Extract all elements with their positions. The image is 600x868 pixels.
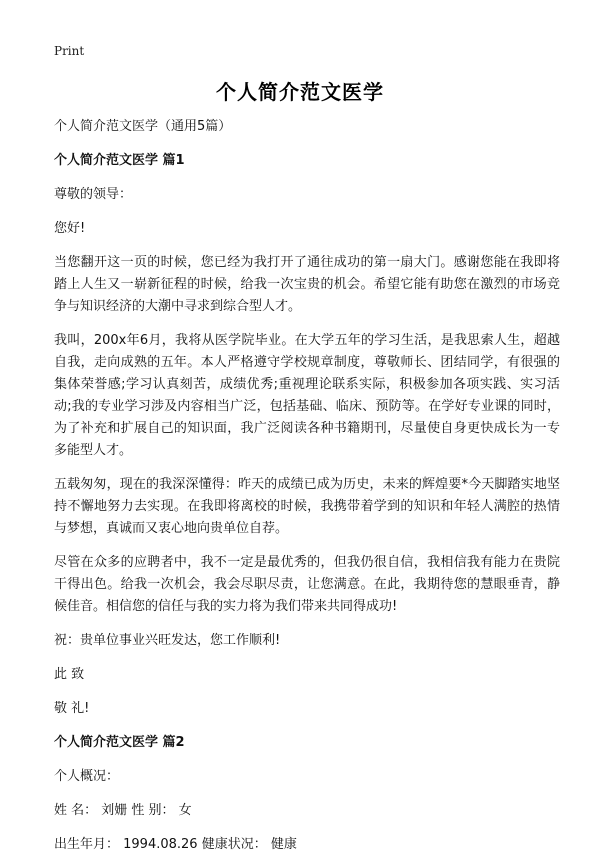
greeting: 您好! [54, 221, 86, 236]
salutation: 尊敬的领导： [54, 187, 133, 202]
paragraph-4: 尽管在众多的应聘者中，我不一定是最优秀的，但我仍很自信，我相信我有能力在贵院干得出色。给我一次机会，我会尽职尽责，让您满意。在此，我期待您的慧眼垂青，静候佳音。相信您的信任与我的实力将为我们带来共同得成功! [54, 555, 560, 614]
document-subtitle: 个人简介范文医学（通用5篇） [54, 119, 232, 134]
section-heading-2: 个人简介范文医学 篇2 [54, 735, 185, 750]
page-title: 个人简介范文医学 [216, 80, 384, 104]
overview-label: 个人概况： [54, 769, 120, 784]
paragraph-3: 五载匆匆，现在的我深深懂得：昨天的成绩已成为历史，未来的辉煌要*今天脚踏实地坚持不懈地努力去实现。在我即将离校的时候，我携带着学到的知识和年轻人满腔的热情与梦想，真诚而又衷心地向贵单位自荐。 [54, 477, 560, 536]
paragraph-2: 我叫，200x年6月，我将从医学院毕业。在大学五年的学习生活，是我思索人生，超越自我，走向成熟的五年。本人严格遵守学校规章制度，尊敬师长、团结同学，有很强的集体荣誉感;学习认真刻苦，成绩优秀;重视理论联系实际，积极参加各项实践、实习活动;我的专业学习涉及内容相当广泛，包括基础、临床、预防等。在学好专业课的同时，为了补充和扩展自己的知识面，我广泛阅读各种书籍期刊，尽量使自身更快成长为一专多能型人才。 [54, 333, 560, 458]
birth-health-line: 出生年月： 1994.08.26 健康状况： 健康 [54, 837, 297, 852]
print-label[interactable]: Print [54, 44, 85, 58]
paragraph-1: 当您翻开这一页的时候，您已经为我打开了通往成功的第一扇大门。感谢您能在我即将踏上人生又一崭新征程的时候，给我一次宝贵的机会。希望它能有助您在激烈的市场竞争与知识经济的大潮中寻求到综合型人才。 [54, 255, 560, 314]
document-body [54, 116, 560, 868]
name-gender-line: 姓 名： 刘姗 性 别： 女 [54, 803, 192, 818]
section-heading-1: 个人简介范文医学 篇1 [54, 153, 185, 168]
closing-line-2: 敬 礼! [54, 701, 90, 716]
wish-line: 祝：贵单位事业兴旺发达，您工作顺利! [54, 633, 281, 648]
closing-line-1: 此 致 [54, 667, 85, 682]
